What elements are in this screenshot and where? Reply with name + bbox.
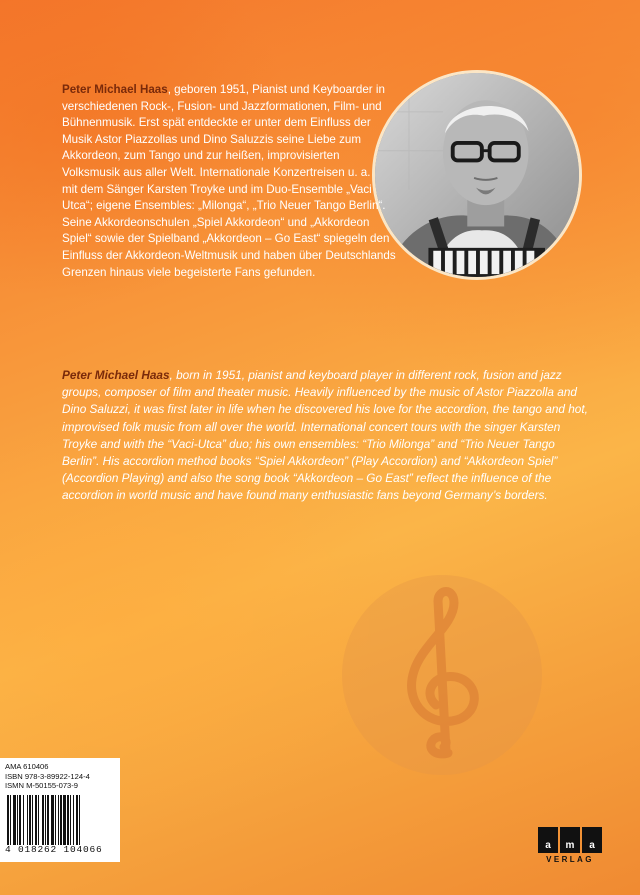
logo-key-3 <box>582 827 602 853</box>
logo-letter-1: a <box>545 840 551 851</box>
barcode-digits: 4 018262 104066 <box>5 843 103 855</box>
barcode-bar <box>51 795 54 845</box>
barcode-bar <box>63 795 66 845</box>
barcode-bar <box>13 795 16 845</box>
barcode-bar <box>45 795 46 845</box>
barcode-bar <box>73 795 74 845</box>
barcode-bar <box>47 795 49 845</box>
barcode-bar <box>38 795 39 845</box>
logo-letter-2: m <box>565 840 575 851</box>
logo-key-2 <box>560 827 580 853</box>
barcode-bar <box>23 795 24 845</box>
bio-german <box>62 82 584 284</box>
barcode-bar <box>7 795 9 845</box>
publisher-name: VERLAG <box>546 855 594 864</box>
logo-key-1 <box>538 827 558 853</box>
bio-german-name: Peter Michael Haas <box>62 83 168 96</box>
treble-clef-badge <box>342 575 542 775</box>
barcode-bar <box>58 795 59 845</box>
barcode-label <box>0 758 120 862</box>
barcode-bars <box>5 795 115 847</box>
barcode-bar <box>35 795 37 845</box>
bio-english-name: Peter Michael Haas <box>62 368 170 382</box>
photo-text-wrap <box>382 70 596 284</box>
barcode-bar <box>60 795 62 845</box>
barcode-bar <box>67 795 69 845</box>
bio-english <box>62 367 590 505</box>
barcode-bar <box>42 795 44 845</box>
barcode-bar <box>79 795 80 845</box>
isbn-number: ISBN 978-3-89922-124-4 <box>5 771 90 781</box>
barcode-bar <box>70 795 71 845</box>
logo-keys <box>538 827 602 853</box>
barcode-bar <box>19 795 21 845</box>
barcode-bar <box>55 795 56 845</box>
ama-number: AMA 610406 <box>5 762 49 771</box>
logo-letter-3: a <box>589 840 595 851</box>
barcode-bar <box>29 795 31 845</box>
barcode-bar <box>10 795 11 845</box>
barcode-bar <box>32 795 33 845</box>
barcode-bar <box>76 795 78 845</box>
publisher-logo <box>538 827 602 869</box>
bio-german-text: , geboren 1951, Pianist und Keyboarder in verschiedenen Rock-, Fusion- und Jazzformationen, Film- und Bühnenmusik. Erst spät entdeckte er unter dem Einfluss der Musik Astor Piazzollas und Dino Saluzzis seine Liebe zum Akkordeon, zum Tango und zur heißen, improvisierten Volksmusik aus aller Welt. Internationale Konzertreisen u. a. mit dem Sänger Karsten Troyke und im Duo-Ensemble „Vaci Utca“; eigene Ensembles: „Milonga“, „Trio Neuer Tango Berlin“. Seine Akkordeonschulen „Spiel Akkordeon“ und „Akkordeon Spiel“ sowie der Spielband „Akkordeon – Go East“ spiegeln den Einfluss der Akkordeon-Weltmusik und haben über Deutschlands Grenzen hinaus viele begeisterte Fans gefunden. <box>62 83 396 279</box>
treble-clef-icon <box>342 575 542 775</box>
barcode-bar <box>17 795 18 845</box>
bio-english-text: , born in 1951, pianist and keyboard player in different rock, fusion and jazz groups, composer of film and theater music. Heavily influenced by the music of Astor Piazzolla and Dino Saluzzi, it was first later in life when he discovered his love for the accordion, the tango and hot, improvised folk music from all over the world. International concert tours with the singer Karsten Troyke and with the “Vaci-Utca” duo; his own ensembles: “Trio Milonga” and “Trio Neuer Tango Berlin”. His accordion method books “Spiel Akkordeon” (Play Accordion) and “Akkordeon Spiel” (Accordion Playing) and also the song book “Akkordeon – Go East” reflect the influence of the accordion in world music and have found many enthusiastic fans beyond Germany’s borders. <box>62 368 588 503</box>
barcode-bar <box>27 795 28 845</box>
ismn-number: ISMN M-50155-073-9 <box>5 781 79 790</box>
